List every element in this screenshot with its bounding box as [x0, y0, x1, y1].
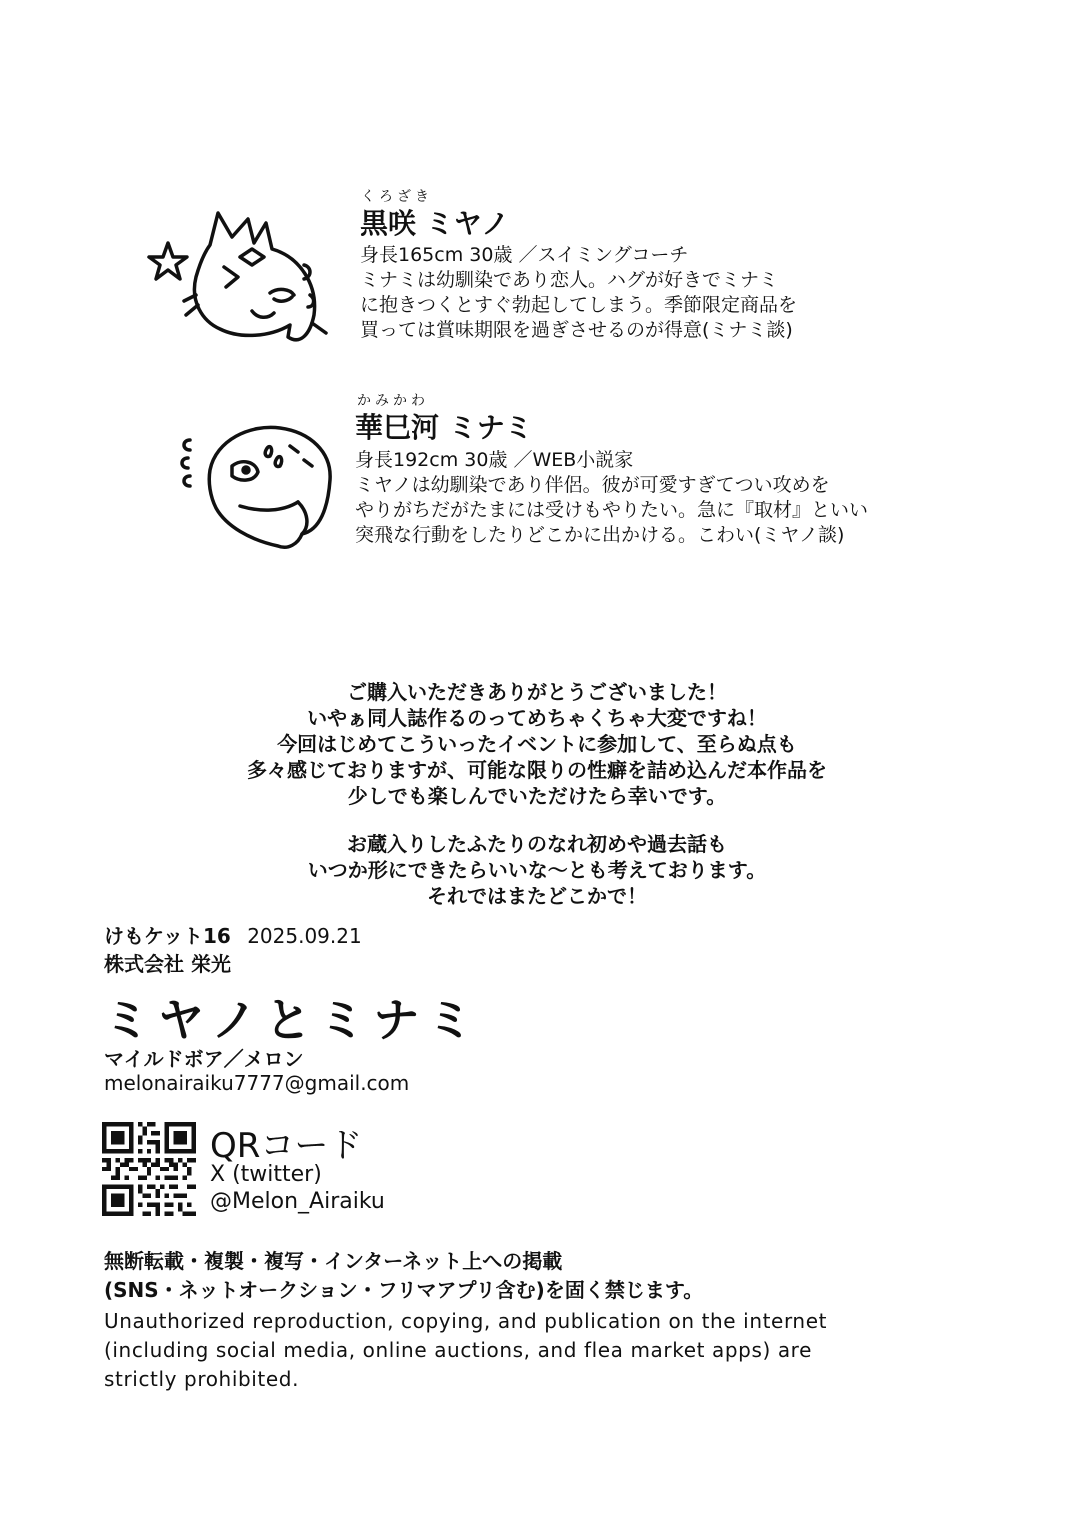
- printer-name: 株式会社 栄光: [104, 952, 231, 976]
- thanks-line: 今回はじめてこういったイベントに参加して、至らぬ点も: [277, 732, 797, 756]
- notice-en-line: strictly prohibited.: [104, 1367, 300, 1391]
- character-name: 華巳河 ミナミ: [355, 411, 533, 444]
- event-info: [104, 920, 362, 949]
- qr-heading: QRコード: [210, 1126, 363, 1166]
- book-title: ミヤノとミナミ: [104, 993, 482, 1047]
- thanks-line: いつか形にできたらいいな～とも考えております。: [307, 858, 767, 882]
- thanks-line: お蔵入りしたふたりのなれ初めや過去話も: [347, 832, 727, 856]
- thanks-line: 多々感じておりますが、可能な限りの性癖を詰め込んだ本作品を: [247, 758, 827, 782]
- qr-service: X (twitter): [210, 1162, 322, 1187]
- character-ruby: くろざき: [361, 189, 433, 205]
- notice-en-line: Unauthorized reproduction, copying, and publication on the internet: [104, 1309, 828, 1333]
- thanks-line: いやぁ同人誌作るのってめちゃくちゃ大変ですね！: [307, 706, 767, 730]
- qr-code-icon: [102, 1122, 196, 1216]
- notice-en-line: (including social media, online auctions, and flea market apps) are: [104, 1338, 812, 1362]
- qr-handle: @Melon_Airaiku: [210, 1189, 385, 1214]
- character-profile-line: 買っては賞味期限を過ぎさせるのが得意(ミナミ談): [360, 319, 793, 341]
- character-profile-line: 身長165cm 30歳 ／スイミングコーチ: [360, 244, 689, 266]
- character-ruby: かみかわ: [357, 393, 429, 409]
- notice-ja-line: (SNS・ネットオークション・フリマアプリ含む)を固く禁じます。: [104, 1278, 704, 1302]
- character-profile-line: ミナミは幼馴染であり恋人。ハグが好きでミナミ: [360, 269, 779, 291]
- character-name: 黒咲 ミヤノ: [360, 207, 510, 240]
- character-profile-line: 身長192cm 30歳 ／WEB小説家: [355, 449, 634, 471]
- event-name: けもケット16: [104, 924, 231, 948]
- character-profile-line: やりがちだがたまには受けもやりたい。急に『取材』といい: [355, 499, 869, 521]
- thanks-line: それではまたどこかで！: [427, 884, 647, 908]
- thanks-line: 少しでも楽しんでいただけたら幸いです。: [347, 784, 727, 808]
- character-profile-line: に抱きつくとすぐ勃起してしまう。季節限定商品を: [360, 294, 798, 316]
- thanks-line: ご購入いただきありがとうございました！: [347, 680, 727, 704]
- event-date: 2025.09.21: [247, 924, 362, 948]
- cat-face-drawing-icon: [140, 205, 340, 365]
- notice-ja-line: 無断転載・複製・複写・インターネット上への掲載: [104, 1249, 563, 1273]
- snake-face-drawing-icon: [170, 410, 350, 560]
- character-profile-line: 突飛な行動をしたりどこかに出かける。こわい(ミヤノ談): [355, 524, 845, 546]
- character-profile-line: ミヤノは幼馴染であり伴侶。彼が可愛すぎてつい攻めを: [355, 474, 830, 496]
- circle-name: マイルドボア／メロン: [104, 1047, 304, 1071]
- contact-email: melonairaiku7777@gmail.com: [104, 1071, 410, 1095]
